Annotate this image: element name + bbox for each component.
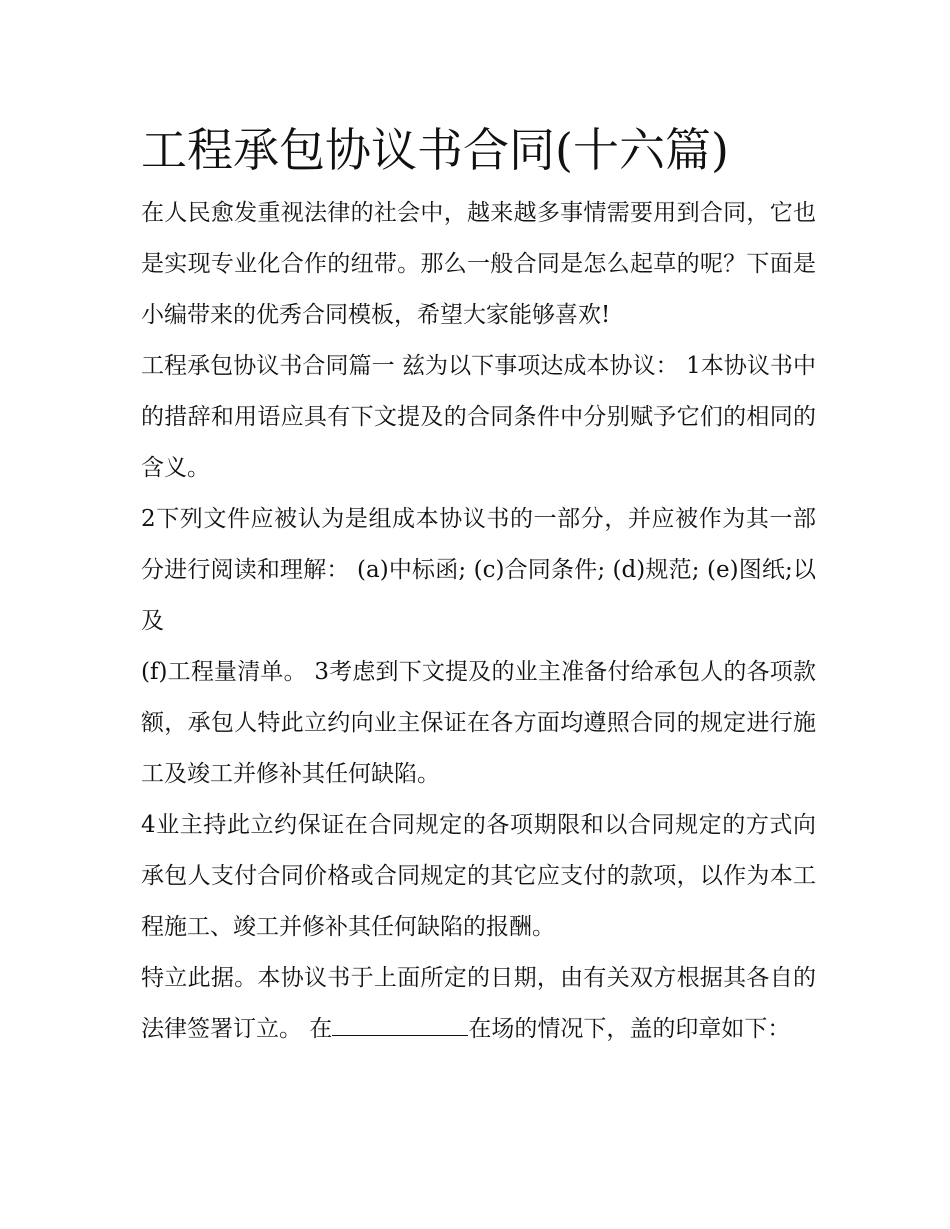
fill-in-blank — [332, 1017, 468, 1036]
closing-paragraph — [141, 953, 816, 1055]
clause-1-paragraph: 工程承包协议书合同篇一 兹为以下事项达成本协议： 1本协议书中的措辞和用语应具有下文提及的合同条件中分别赋予它们的相同的含义。 — [141, 353, 816, 481]
document-page — [141, 118, 816, 1055]
clause-2-paragraph: 2下列文件应被认为是组成本协议书的一部分，并应被作为其一部分进行阅读和理解： (a)中标函; (c)合同条件; (d)规范; (e)图纸;以及 — [141, 506, 816, 634]
intro-paragraph: 在人民愈发重视法律的社会中，越来越多事情需要用到合同，它也是实现专业化合作的纽带。那么一般合同是怎么起草的呢？下面是小编带来的优秀合同模板，希望大家能够喜欢! — [141, 200, 816, 328]
clause-3-paragraph: (f)工程量清单。 3考虑到下文提及的业主准备付给承包人的各项款额，承包人特此立约向业主保证在各方面均遵照合同的规定进行施工及竣工并修补其任何缺陷。 — [141, 659, 816, 787]
clause-4-paragraph: 4业主持此立约保证在合同规定的各项期限和以合同规定的方式向承包人支付合同价格或合同规定的其它应支付的款项，以作为本工程施工、竣工并修补其任何缺陷的报酬。 — [141, 812, 816, 940]
closing-text-end: 在场的情况下，盖的印章如下： — [468, 1016, 791, 1042]
document-title: 工程承包协议书合同(十六篇) — [141, 123, 729, 177]
closing-text-start: 特立此据。本协议书于上面所定的日期，由有关双方根据其各自的法律签署订立。 在 — [141, 965, 816, 1042]
